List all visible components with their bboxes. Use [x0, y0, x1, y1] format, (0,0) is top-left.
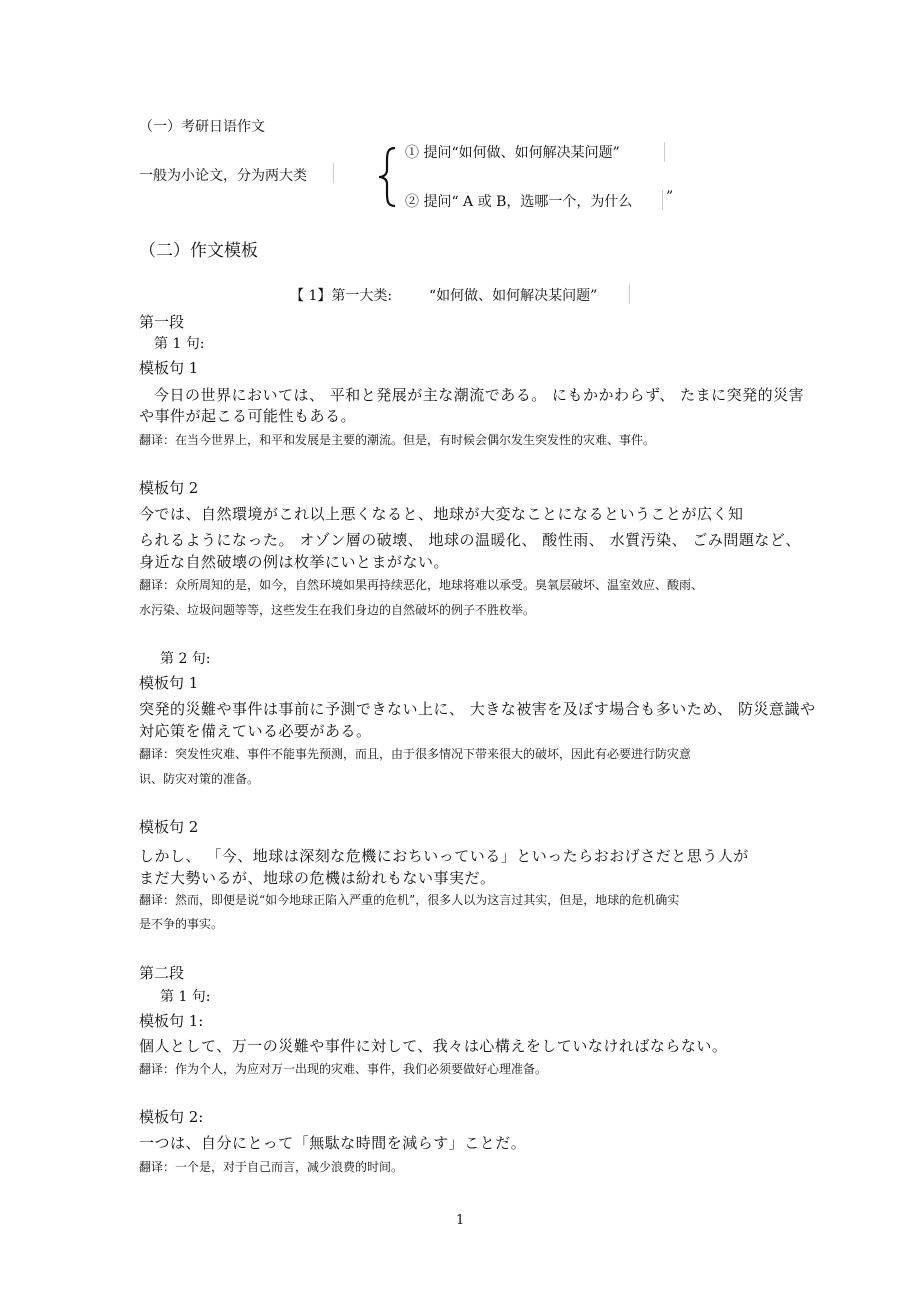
divider [333, 163, 334, 183]
template-label: 模板句 2: [139, 1108, 204, 1126]
translation: 翻译：一个是，对于自己而言，减少浪费的时间。 [139, 1160, 404, 1174]
translation: 翻译：在当今世界上，和平和发展是主要的潮流。但是，有时候会偶尔发生突发性的灾难、事件。 [139, 433, 656, 447]
type2-question: ② 提问“ A 或 B，选哪一个，为什么 [405, 194, 633, 210]
japanese-sentence: 個人として、万一の災難や事件に対して、我々は心構えをしていなければならない。 [139, 1037, 728, 1055]
template-label: 模板句 2 [139, 479, 199, 497]
translation: 翻译：作为个人，为应对万一出现的灾难、事件，我们必须要做好心理准备。 [139, 1062, 548, 1076]
divider [664, 142, 665, 162]
divider [629, 284, 630, 304]
curly-brace-icon [375, 146, 401, 208]
type1-question: ① 提问“如何做、如何解决某问题” [405, 145, 620, 161]
translation: 翻译：然而，即便是说“如今地球正陷入严重的危机”，很多人以为这言过其实，但是，地球的危机确实 [139, 893, 680, 907]
section1-intro: 一般为小论文，分为两大类 [139, 168, 307, 184]
japanese-sentence: 一つは、自分にとって「無駄な時間を減らす」ことだ。 [139, 1134, 527, 1152]
category1-desc: “如何做、如何解决某问题” [429, 288, 598, 304]
sentence1-label: 第 1 句: [160, 989, 211, 1005]
translation: 识、防灾对策的准备。 [139, 772, 260, 786]
section2-title: （二）作文模板 [139, 241, 258, 261]
japanese-sentence: や事件が起こる可能性もある。 [139, 407, 357, 425]
sentence1-label: 第 1 句: [154, 336, 205, 352]
translation: 水污染、垃圾问题等等，这些发生在我们身边的自然破坏的例子不胜枚举。 [139, 603, 536, 617]
japanese-sentence: 身近な自然破壊の例は枚挙にいとまがない。 [139, 553, 450, 571]
translation: 翻译：突发性灾难、事件不能事先预测，而且，由于很多情况下带来很大的破坏，因此有必要进行防灾意 [139, 747, 692, 761]
page-number: 1 [456, 1213, 465, 1228]
japanese-sentence: しかし、 「今、地球は深刻な危機におちいっている」といったらおおげさだと思う人が [139, 847, 749, 865]
paragraph1-heading: 第一段 [139, 313, 185, 331]
sentence2-label: 第 2 句: [160, 651, 211, 667]
paragraph2-heading: 第二段 [139, 964, 185, 982]
divider [662, 190, 663, 210]
template-label: 模板句 2 [139, 818, 199, 836]
category1-label: 【 1】第一大类: [290, 288, 393, 304]
japanese-sentence: 今では、自然環境がこれ以上悪くなると、地球が大変なことになるということが広く知 [139, 505, 744, 523]
template-label: 模板句 1 [139, 359, 199, 377]
japanese-sentence: 突発的災難や事件は事前に予測できない上に、 大きな被害を及ぼす場合も多いため、 防災意識や [139, 700, 816, 718]
translation: 是不争的事实。 [139, 917, 224, 931]
section1-title: （一）考研日语作文 [139, 119, 265, 135]
template-label: 模板句 1: [139, 1012, 204, 1030]
type2-question-end: ” [666, 189, 674, 205]
japanese-sentence: 今日の世界においては、 平和と発展が主な潮流である。 にもかかわらず、 たまに突発的災害 [154, 386, 805, 404]
translation: 翻译：众所周知的是，如今，自然环境如果再持续恶化，地球将难以承受。臭氧层破坏、温室效应、酸雨、 [139, 578, 704, 592]
japanese-sentence: 対応策を備えている必要がある。 [139, 722, 372, 740]
japanese-sentence: まだ大勢いるが、地球の危機は紛れもない事実だ。 [139, 869, 496, 887]
template-label: 模板句 1 [139, 674, 199, 692]
japanese-sentence: られるようになった。 オゾン層の破壊、 地球の温暖化、 酸性雨、 水質汚染、 ごみ問題など、 [139, 531, 801, 549]
